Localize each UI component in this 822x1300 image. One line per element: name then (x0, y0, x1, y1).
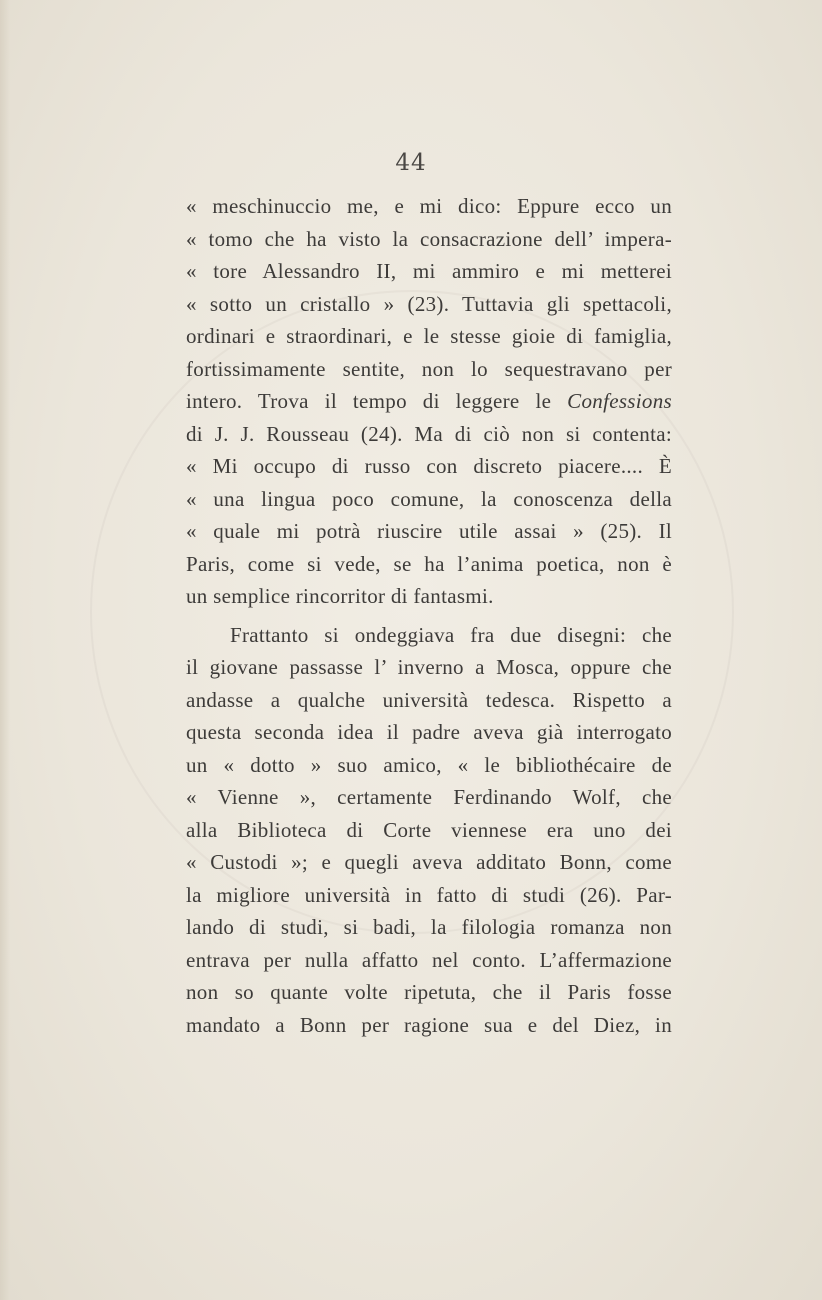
text-line: fortissimamente sentite, non lo sequestravano per (186, 356, 672, 381)
text-line: di J. J. Rousseau (24). Ma di ciò non si contenta: (186, 421, 672, 446)
text-line: « sotto un cristallo » (23). Tuttavia gli spettacoli, (186, 291, 672, 316)
text-line: « una lingua poco comune, la conoscenza della (186, 486, 672, 511)
text-line: un semplice rincorritor di fantasmi. (186, 584, 494, 608)
page-number: 44 (395, 150, 427, 176)
text-line: la migliore università in fatto di studi (26). Par- (186, 882, 672, 907)
text-line: « Custodi »; e quegli aveva additato Bonn, come (186, 850, 672, 874)
text-line: « Vienne », certamente Ferdinando Wolf, che (186, 785, 672, 809)
text-line: « tomo che ha visto la consacrazione dell’ impera- (186, 226, 672, 251)
text-line: Frattanto si ondeggiava fra due disegni: che (230, 622, 672, 647)
text-line: « quale mi potrà riuscire utile assai » (25). Il (186, 519, 672, 543)
text-line: « tore Alessandro II, mi ammiro e mi metterei (186, 259, 672, 283)
text-line: Paris, come si vede, se ha l’anima poetica, non è (186, 551, 672, 576)
text-line: « meschinuccio me, e mi dico: Eppure ecco un (186, 194, 672, 218)
text-line: andasse a qualche università tedesca. Rispetto a (186, 687, 672, 712)
text-line-with-title (186, 385, 672, 418)
text-line: mandato a Bonn per ragione sua e del Diez, in (186, 1012, 672, 1037)
page-edge-shadow (0, 0, 10, 1300)
text-line: un « dotto » suo amico, « le bibliothécaire de (186, 752, 672, 777)
text-line: lando di studi, si badi, la filologia romanza non (186, 915, 672, 939)
text-line: il giovane passasse l’ inverno a Mosca, oppure che (186, 655, 672, 679)
text-line: entrava per nulla affatto nel conto. L’affermazione (186, 947, 672, 972)
text-fragment: intero. Trova il tempo di leggere le (186, 389, 552, 413)
text-line: questa seconda idea il padre aveva già interrogato (186, 720, 672, 744)
text-line: alla Biblioteca di Corte viennese era uno dei (186, 817, 672, 842)
book-title-confessions: Confessions (567, 389, 672, 413)
body-text (186, 190, 672, 1041)
text-line: ordinari e straordinari, e le stesse gioie di famiglia, (186, 324, 672, 348)
text-line: « Mi occupo di russo con discreto piacere.... È (186, 454, 672, 478)
text-line: non so quante volte ripetuta, che il Paris fosse (186, 980, 672, 1004)
